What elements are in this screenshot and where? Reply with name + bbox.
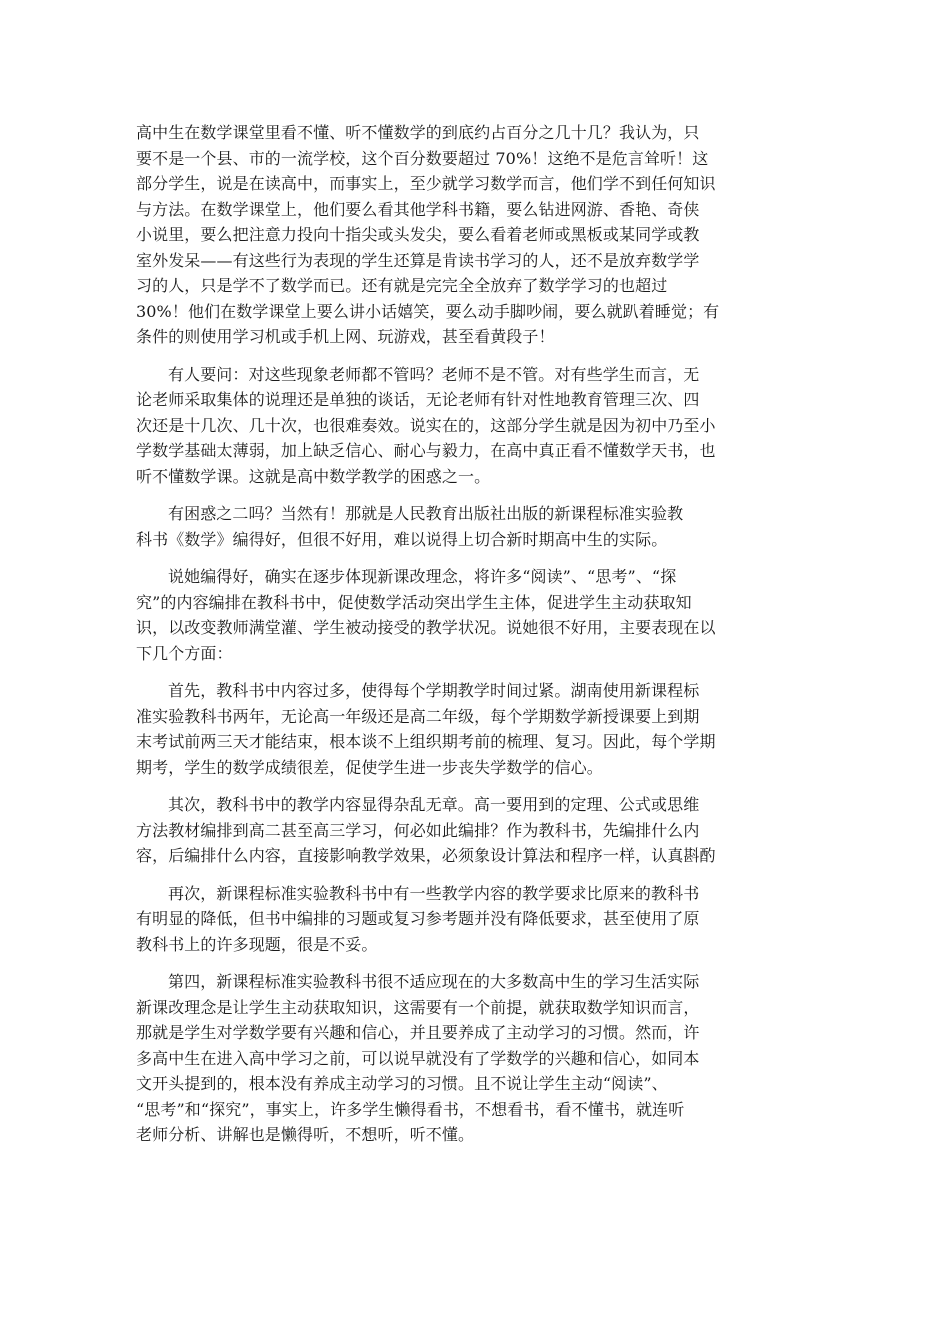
text-line: 与方法。在数学课堂上，他们要么看其他学科书籍，要么钻进网游、香艳、奇侠 (136, 199, 700, 219)
text-line: 小说里，要么把注意力投向十指尖或头发尖，要么看着老师或黑板或某同学或教 (136, 225, 700, 244)
text-line: 其次，教科书中的教学内容显得杂乱无章。高一要用到的定理、公式或思维 (168, 795, 700, 814)
text-line: 要不是一个县、市的一流学校，这个百分数要超过 70%！这绝不是危言耸听！这 (136, 148, 709, 168)
paragraph-7 (136, 881, 812, 958)
text-line: 部分学生，说是在读高中，而事实上，至少就学习数学而言，他们学不到任何知识 (136, 174, 716, 193)
text-line: 科书《数学》编得好，但很不好用，难以说得上切合新时期高中生的实际。 (136, 529, 668, 549)
paragraph-4 (136, 564, 812, 666)
paragraph-6 (136, 792, 812, 869)
paragraph-2 (136, 362, 812, 490)
text-line: 习的人，只是学不了数学而已。还有就是完完全全放弃了数学学习的也超过 (136, 276, 668, 295)
text-line: 文开头提到的，根本没有养成主动学习的习惯。且不说让学生主动“阅读”、 (136, 1074, 668, 1093)
text-line: 识，以改变教师满堂灌、学生被动接受的教学状况。说她很不好用，主要表现在以 (136, 618, 716, 637)
text-line: 有人要问：对这些现象老师都不管吗？老师不是不管。对有些学生而言，无 (168, 364, 700, 384)
text-line: 新课改理念是让学生主动获取知识，这需要有一个前提，就获取数学知识而言， (136, 997, 700, 1017)
paragraph-5 (136, 678, 812, 780)
text-line: 准实验教科书两年，无论高一年级还是高二年级，每个学期数学新授课要上到期 (136, 706, 700, 726)
text-line: 室外发呆——有这些行为表现的学生还算是肯读书学习的人，还不是放弃数学学 (136, 250, 700, 270)
text-line: 有明显的降低，但书中编排的习题或复习参考题并没有降低要求，甚至使用了原 (136, 909, 700, 928)
text-line: 30%！他们在数学课堂上要么讲小话嬉笑，要么动手脚吵闹，要么就趴着睡觉；有 (136, 301, 720, 321)
text-line: 高中生在数学课堂里看不懂、听不懂数学的到底约占百分之几十几？我认为，只 (136, 123, 700, 142)
text-line: 再次，新课程标准实验教科书中有一些教学内容的教学要求比原来的教科书 (168, 883, 700, 903)
document-page (136, 120, 812, 1160)
text-line: 下几个方面： (136, 643, 233, 663)
text-line: 说她编得好，确实在逐步体现新课改理念，将许多“阅读”、“思考”、“探 (168, 567, 677, 586)
paragraph-8 (136, 969, 812, 1148)
text-line: 方法教材编排到高二甚至高三学习，何必如此编排？作为教科书，先编排什么内 (136, 820, 700, 840)
text-line: 有困惑之二吗？当然有！那就是人民教育出版社出版的新课程标准实验教 (168, 504, 684, 523)
text-line: 老师分析、讲解也是懒得听，不想听，听不懂。 (136, 1125, 475, 1144)
text-line: 末考试前两三天才能结束，根本谈不上组织期考前的梳理、复习。因此，每个学期 (136, 732, 716, 751)
text-line: 容，后编排什么内容，直接影响教学效果，必须象设计算法和程序一样，认真斟酌 (136, 846, 716, 865)
text-line: “思考”和“探究”，事实上，许多学生懒得看书，不想看书，看不懂书，就连听 (136, 1099, 685, 1119)
text-line: 第四，新课程标准实验教科书很不适应现在的大多数高中生的学习生活实际 (168, 972, 700, 991)
text-line: 论老师采取集体的说理还是单独的谈话，无论老师有针对性地教育管理三次、四 (136, 390, 700, 409)
text-line: 学数学基础太薄弱，加上缺乏信心、耐心与毅力，在高中真正看不懂数学天书，也 (136, 441, 716, 460)
text-line: 教科书上的许多现题，很是不妥。 (136, 934, 378, 954)
text-line: 究”的内容编排在教科书中，促使数学活动突出学生主体，促进学生主动获取知 (136, 592, 692, 612)
text-line: 期考，学生的数学成绩很差，促使学生进一步丧失学数学的信心。 (136, 757, 603, 777)
text-line: 次还是十几次、几十次，也很难奏效。说实在的，这部分学生就是因为初中乃至小 (136, 415, 716, 435)
text-line: 多高中生在进入高中学习之前，可以说早就没有了学数学的兴趣和信心，如同本 (136, 1048, 700, 1068)
paragraph-1 (136, 120, 812, 350)
text-line: 首先，教科书中内容过多，使得每个学期教学时间过紧。湖南使用新课程标 (168, 681, 700, 700)
text-line: 条件的则使用学习机或手机上网、玩游戏，甚至看黄段子！ (136, 327, 555, 346)
paragraph-3 (136, 501, 812, 552)
text-line: 听不懂数学课。这就是高中数学教学的困惑之一。 (136, 466, 491, 486)
text-line: 那就是学生对学数学要有兴趣和信心，并且要养成了主动学习的习惯。然而，许 (136, 1023, 700, 1042)
